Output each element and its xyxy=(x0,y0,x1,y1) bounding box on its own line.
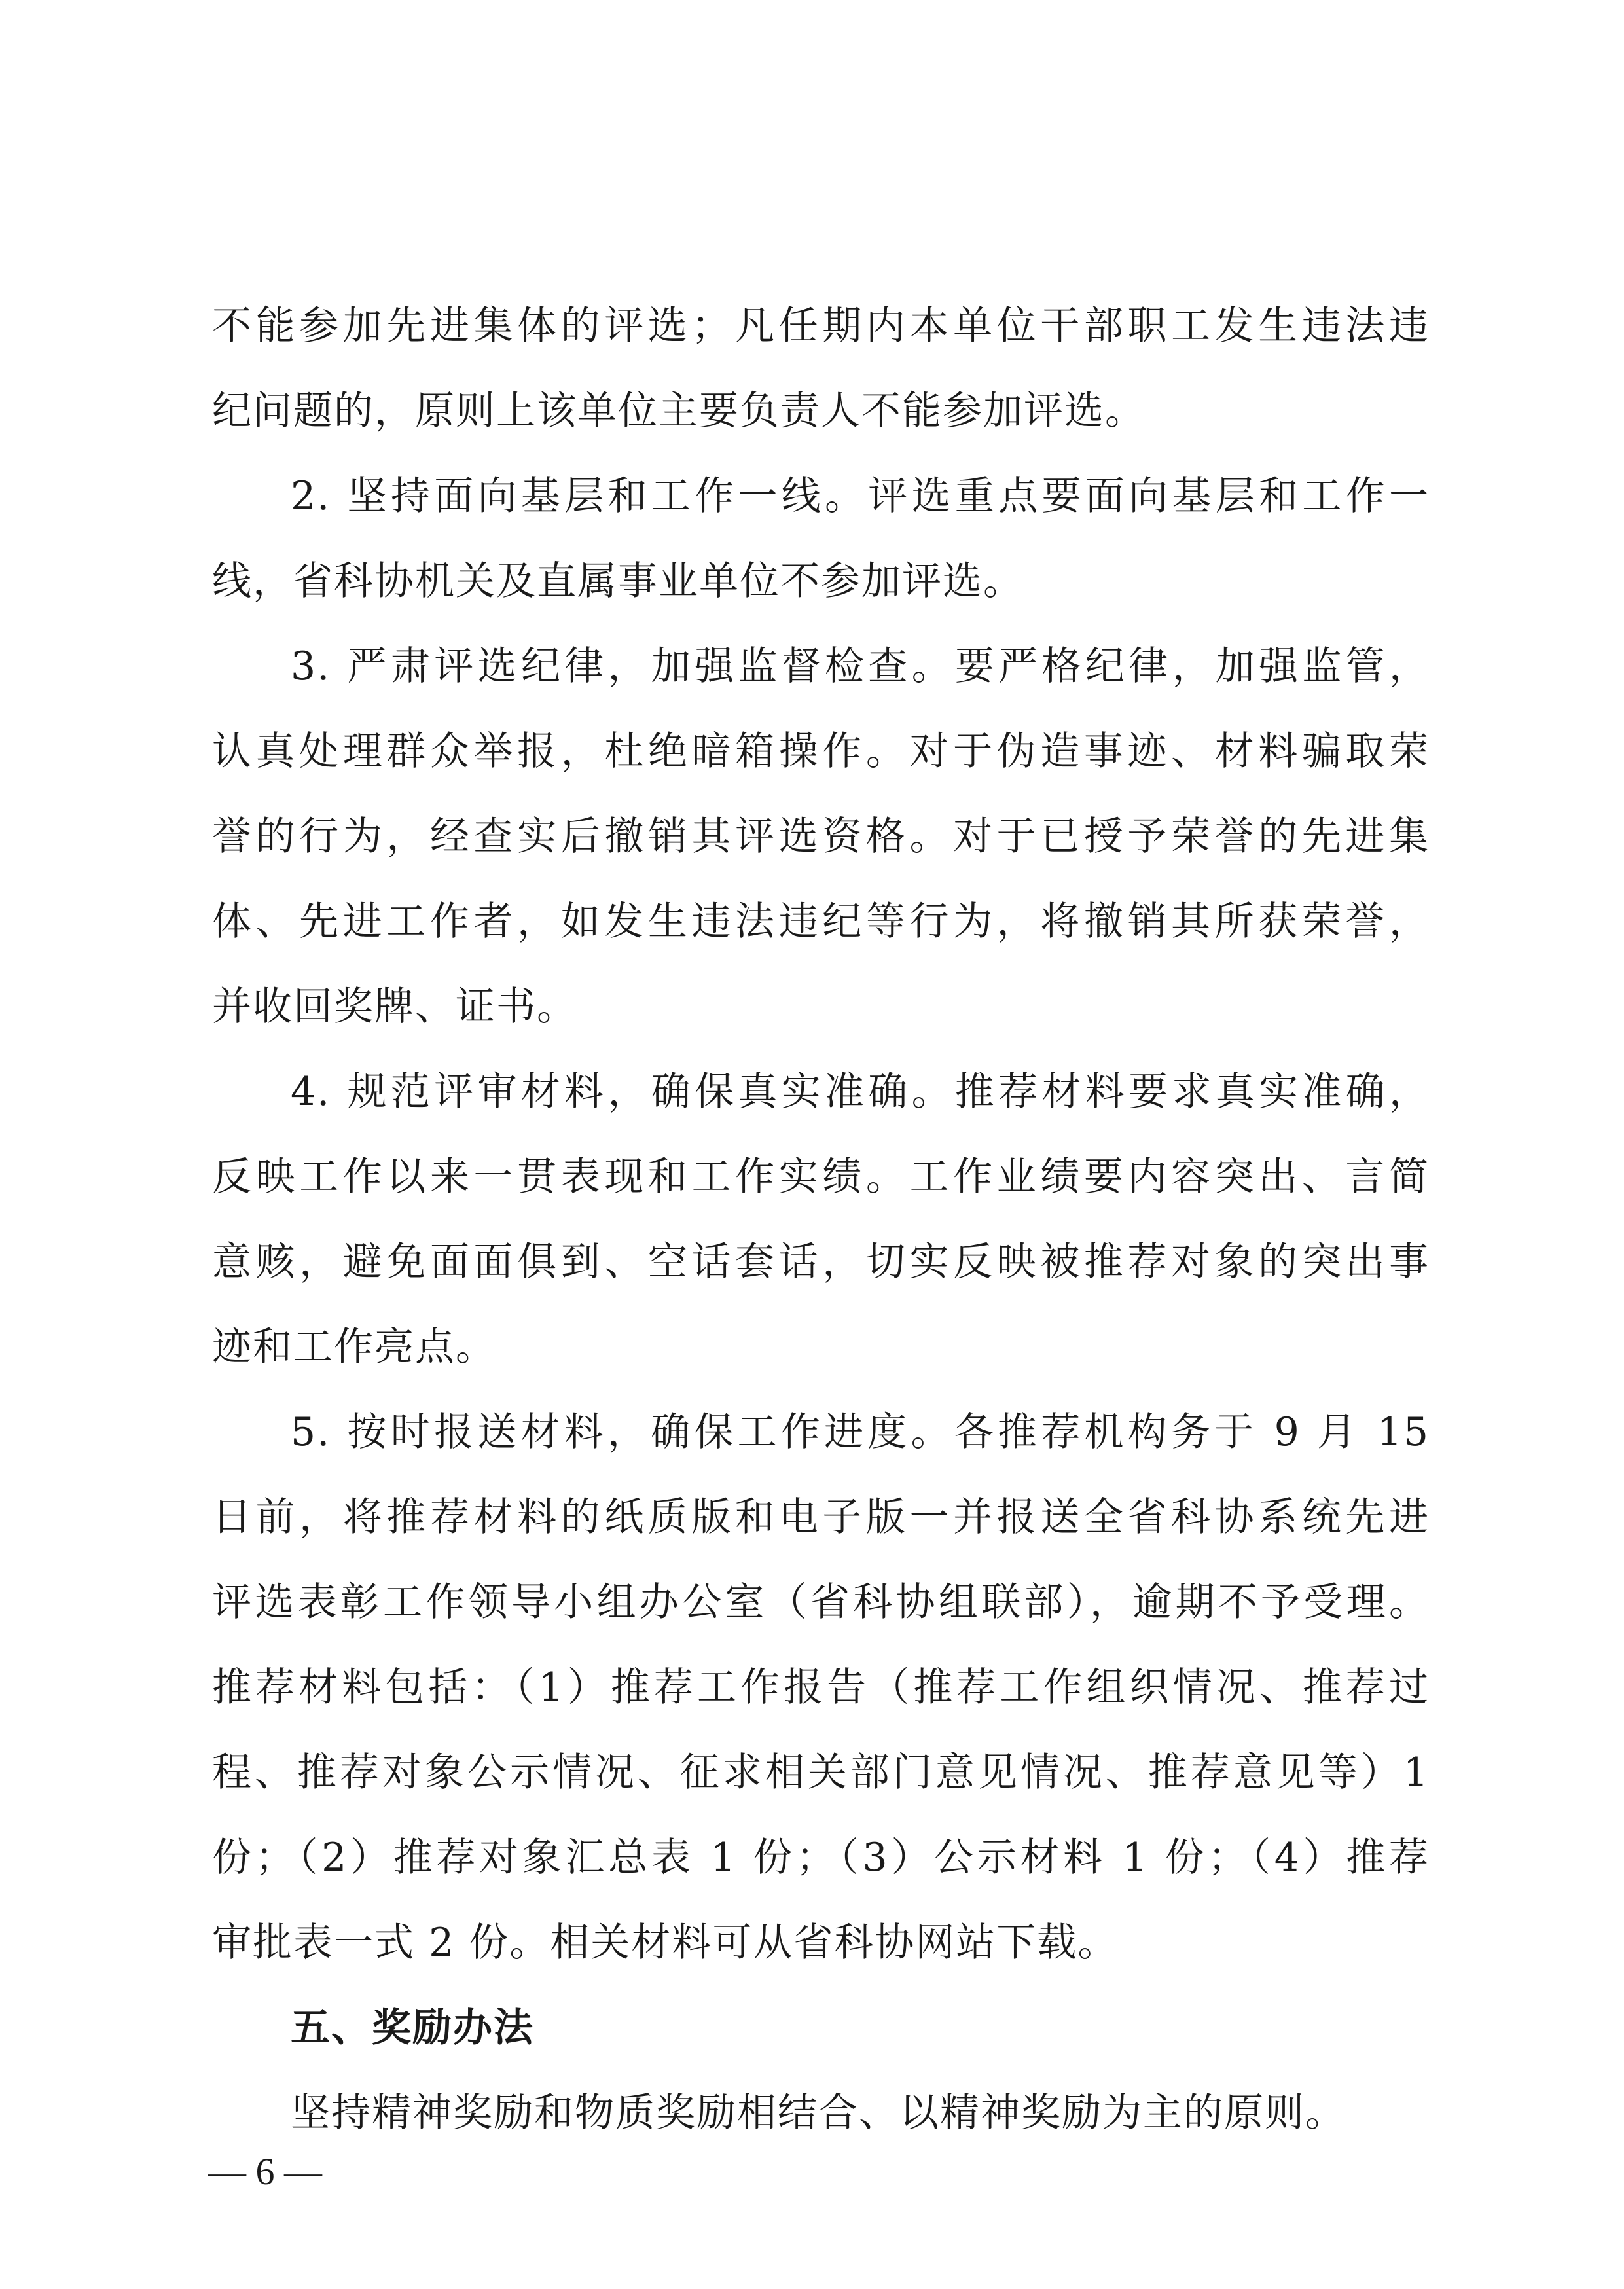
body-line: 并收回奖牌、证书。 xyxy=(212,984,577,1030)
body-line: 3. 严肃评选纪律，加强监督检查。要严格纪律，加强监管， xyxy=(291,643,1430,689)
body-line: 2. 坚持面向基层和工作一线。评选重点要面向基层和工作一 xyxy=(291,473,1430,519)
body-line: 程、推荐对象公示情况、征求相关部门意见情况、推荐意见等）1 xyxy=(212,1750,1430,1795)
body-line: 反映工作以来一贯表现和工作实绩。工作业绩要内容突出、言简 xyxy=(212,1154,1430,1200)
body-line: 评选表彰工作领导小组办公室（省科协组联部），逾期不予受理。 xyxy=(212,1579,1430,1625)
body-line: 日前，将推荐材料的纸质版和电子版一并报送全省科协系统先进 xyxy=(212,1494,1430,1540)
body-line: 誉的行为，经查实后撤销其评选资格。对于已授予荣誉的先进集 xyxy=(212,814,1430,859)
body-line: 意赅，避免面面俱到、空话套话，切实反映被推荐对象的突出事 xyxy=(212,1239,1430,1285)
section-heading: 五、奖励办法 xyxy=(291,2005,534,2051)
body-line: 体、先进工作者，如发生违法违纪等行为，将撤销其所获荣誉， xyxy=(212,899,1430,945)
body-line: 份；（2）推荐对象汇总表 1 份；（3）公示材料 1 份；（4）推荐 xyxy=(212,1835,1430,1881)
body-line: 不能参加先进集体的评选；凡任期内本单位干部职工发生违法违 xyxy=(212,303,1430,349)
body-line: 审批表一式 2 份。相关材料可从省科协网站下载。 xyxy=(212,1920,1119,1966)
body-line: 坚持精神奖励和物质奖励相结合、以精神奖励为主的原则。 xyxy=(291,2090,1346,2136)
body-line: 认真处理群众举报，杜绝暗箱操作。对于伪造事迹、材料骗取荣 xyxy=(212,729,1430,774)
body-line: 迹和工作亮点。 xyxy=(212,1324,496,1370)
page-number: — 6 — xyxy=(208,2150,322,2193)
body-line: 纪问题的，原则上该单位主要负责人不能参加评选。 xyxy=(212,388,1146,434)
body-line: 线，省科协机关及直属事业单位不参加评选。 xyxy=(212,558,1024,604)
body-line: 4. 规范评审材料，确保真实准确。推荐材料要求真实准确， xyxy=(291,1069,1430,1115)
body-line: 5. 按时报送材料，确保工作进度。各推荐机构务于 9 月 15 xyxy=(291,1409,1430,1455)
body-line: 推荐材料包括：（1）推荐工作报告（推荐工作组织情况、推荐过 xyxy=(212,1665,1430,1710)
